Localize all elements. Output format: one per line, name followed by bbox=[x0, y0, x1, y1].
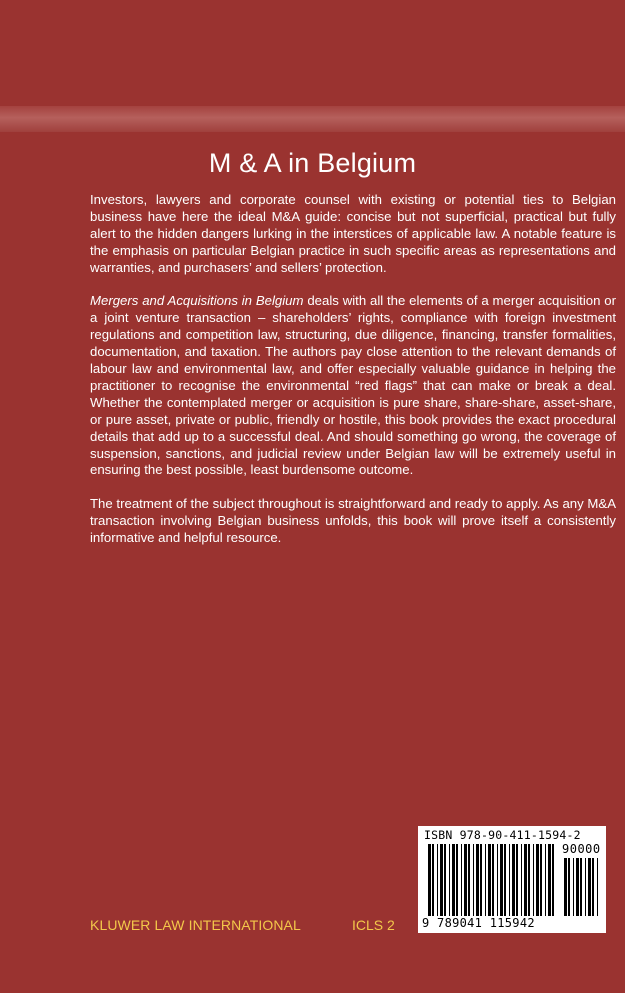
blurb-paragraph-2 bbox=[90, 293, 616, 479]
publisher-name: KLUWER LAW INTERNATIONAL bbox=[90, 917, 301, 933]
blurb-paragraph-1 bbox=[90, 192, 616, 277]
paragraph-text: deals with all the elements of a merger acquisition or a joint venture transaction – shareholders’ rights, compliance with foreign investment regulations and competition law, structuring, due diligence, financing, transfer formalities, documentation, and taxation. The authors pay close attention to the relevant demands of labour law and environmental law, and offer especially valuable guidance in helping the practitioner to recognise the environmental “red flags” that can make or break a deal. Whether the contemplated merger or acquisition is pure share, share-share, asset-share, or pure asset, private or public, friendly or hostile, this book provides the exact procedural details that add up to a successful deal. And should something go wrong, the coverage of suspension, sanctions, and judicial review under Belgian law will be extremely useful in ensuring the best possible, least burdensome outcome. bbox=[90, 293, 617, 478]
series-label: ICLS 2 bbox=[352, 917, 395, 933]
blurb bbox=[90, 192, 616, 564]
blurb-paragraph-3 bbox=[90, 496, 616, 547]
paragraph-text: The treatment of the subject throughout is straightforward and ready to apply. As any M&A transaction involving Belgian business unfolds, this book will prove itself a consistently informative and helpful resource. bbox=[90, 496, 616, 546]
decorative-band bbox=[0, 106, 625, 132]
book-title-italic: Mergers and Acquisitions in Belgium bbox=[90, 293, 304, 309]
book-title: M & A in Belgium bbox=[208, 148, 417, 178]
isbn-label: ISBN 978-90-411-1594-2 bbox=[424, 828, 581, 842]
paragraph-text: Investors, lawyers and corporate counsel with existing or potential ties to Belgian business have here the ideal M&A guide: concise but not superficial, practical but fully alert to the hidden dangers lurking in the interstices of applicable law. A notable feature is the emphasis on particular Belgian practice in such specific areas as representations and warranties, and purchasers’ and sellers’ protection. bbox=[90, 192, 616, 275]
isbn-barcode bbox=[418, 826, 606, 933]
price-code: 90000 bbox=[562, 842, 601, 856]
ean-digits: 9 789041 115942 bbox=[422, 916, 535, 930]
